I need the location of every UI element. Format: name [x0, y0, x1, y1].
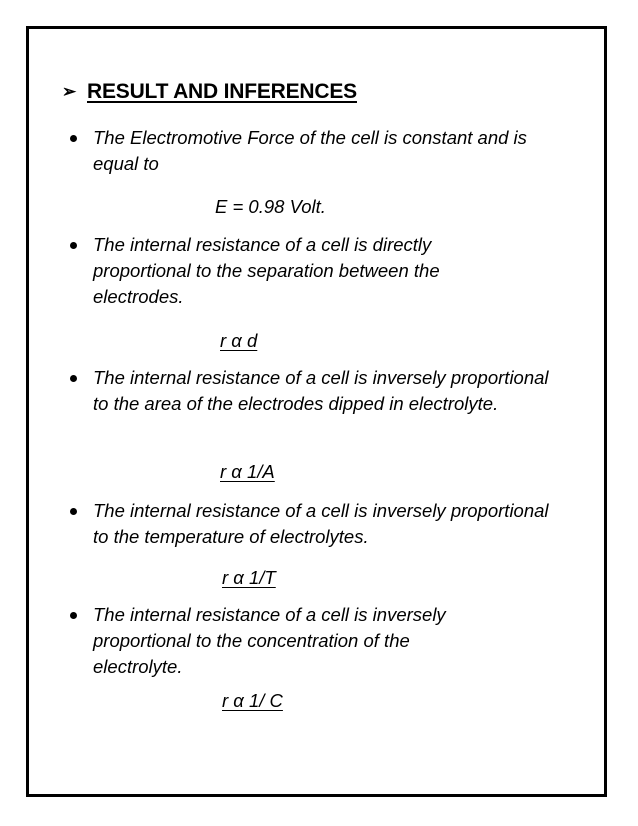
bullet-item-area [70, 365, 580, 417]
bullet-dot-icon [70, 612, 77, 619]
bullet-text: The Electromotive Force of the cell is constant and is equal to [93, 127, 527, 174]
bullet-item-separation [70, 232, 580, 310]
bullet-text: The internal resistance of a cell is inversely proportional to the area of the electrodes dipped in electrolyte. [93, 367, 549, 414]
bullet-dot-icon [70, 242, 77, 249]
bullet-dot-icon [70, 135, 77, 142]
formula-temperature: r α 1/T [222, 567, 276, 588]
bullet-item-concentration [70, 602, 580, 680]
bullet-text: The internal resistance of a cell is directly proportional to the separation between the electrodes. [93, 234, 440, 307]
bullet-item-emf [70, 125, 580, 177]
formula-emf: E = 0.98 Volt. [215, 196, 326, 217]
bullet-text: The internal resistance of a cell is inversely proportional to the concentration of the electrolyte. [93, 604, 446, 677]
bullet-dot-icon [70, 375, 77, 382]
bullet-item-temperature [70, 498, 580, 550]
bullet-text: The internal resistance of a cell is inversely proportional to the temperature of electrolytes. [93, 500, 549, 547]
arrowhead-bullet-icon: ➢ [62, 82, 77, 101]
section-title: RESULT AND INFERENCES [87, 80, 357, 103]
formula-separation: r α d [220, 330, 258, 351]
section-heading [62, 80, 357, 104]
formula-area: r α 1/A [220, 461, 275, 482]
formula-concentration: r α 1/ C [222, 690, 283, 711]
bullet-dot-icon [70, 508, 77, 515]
